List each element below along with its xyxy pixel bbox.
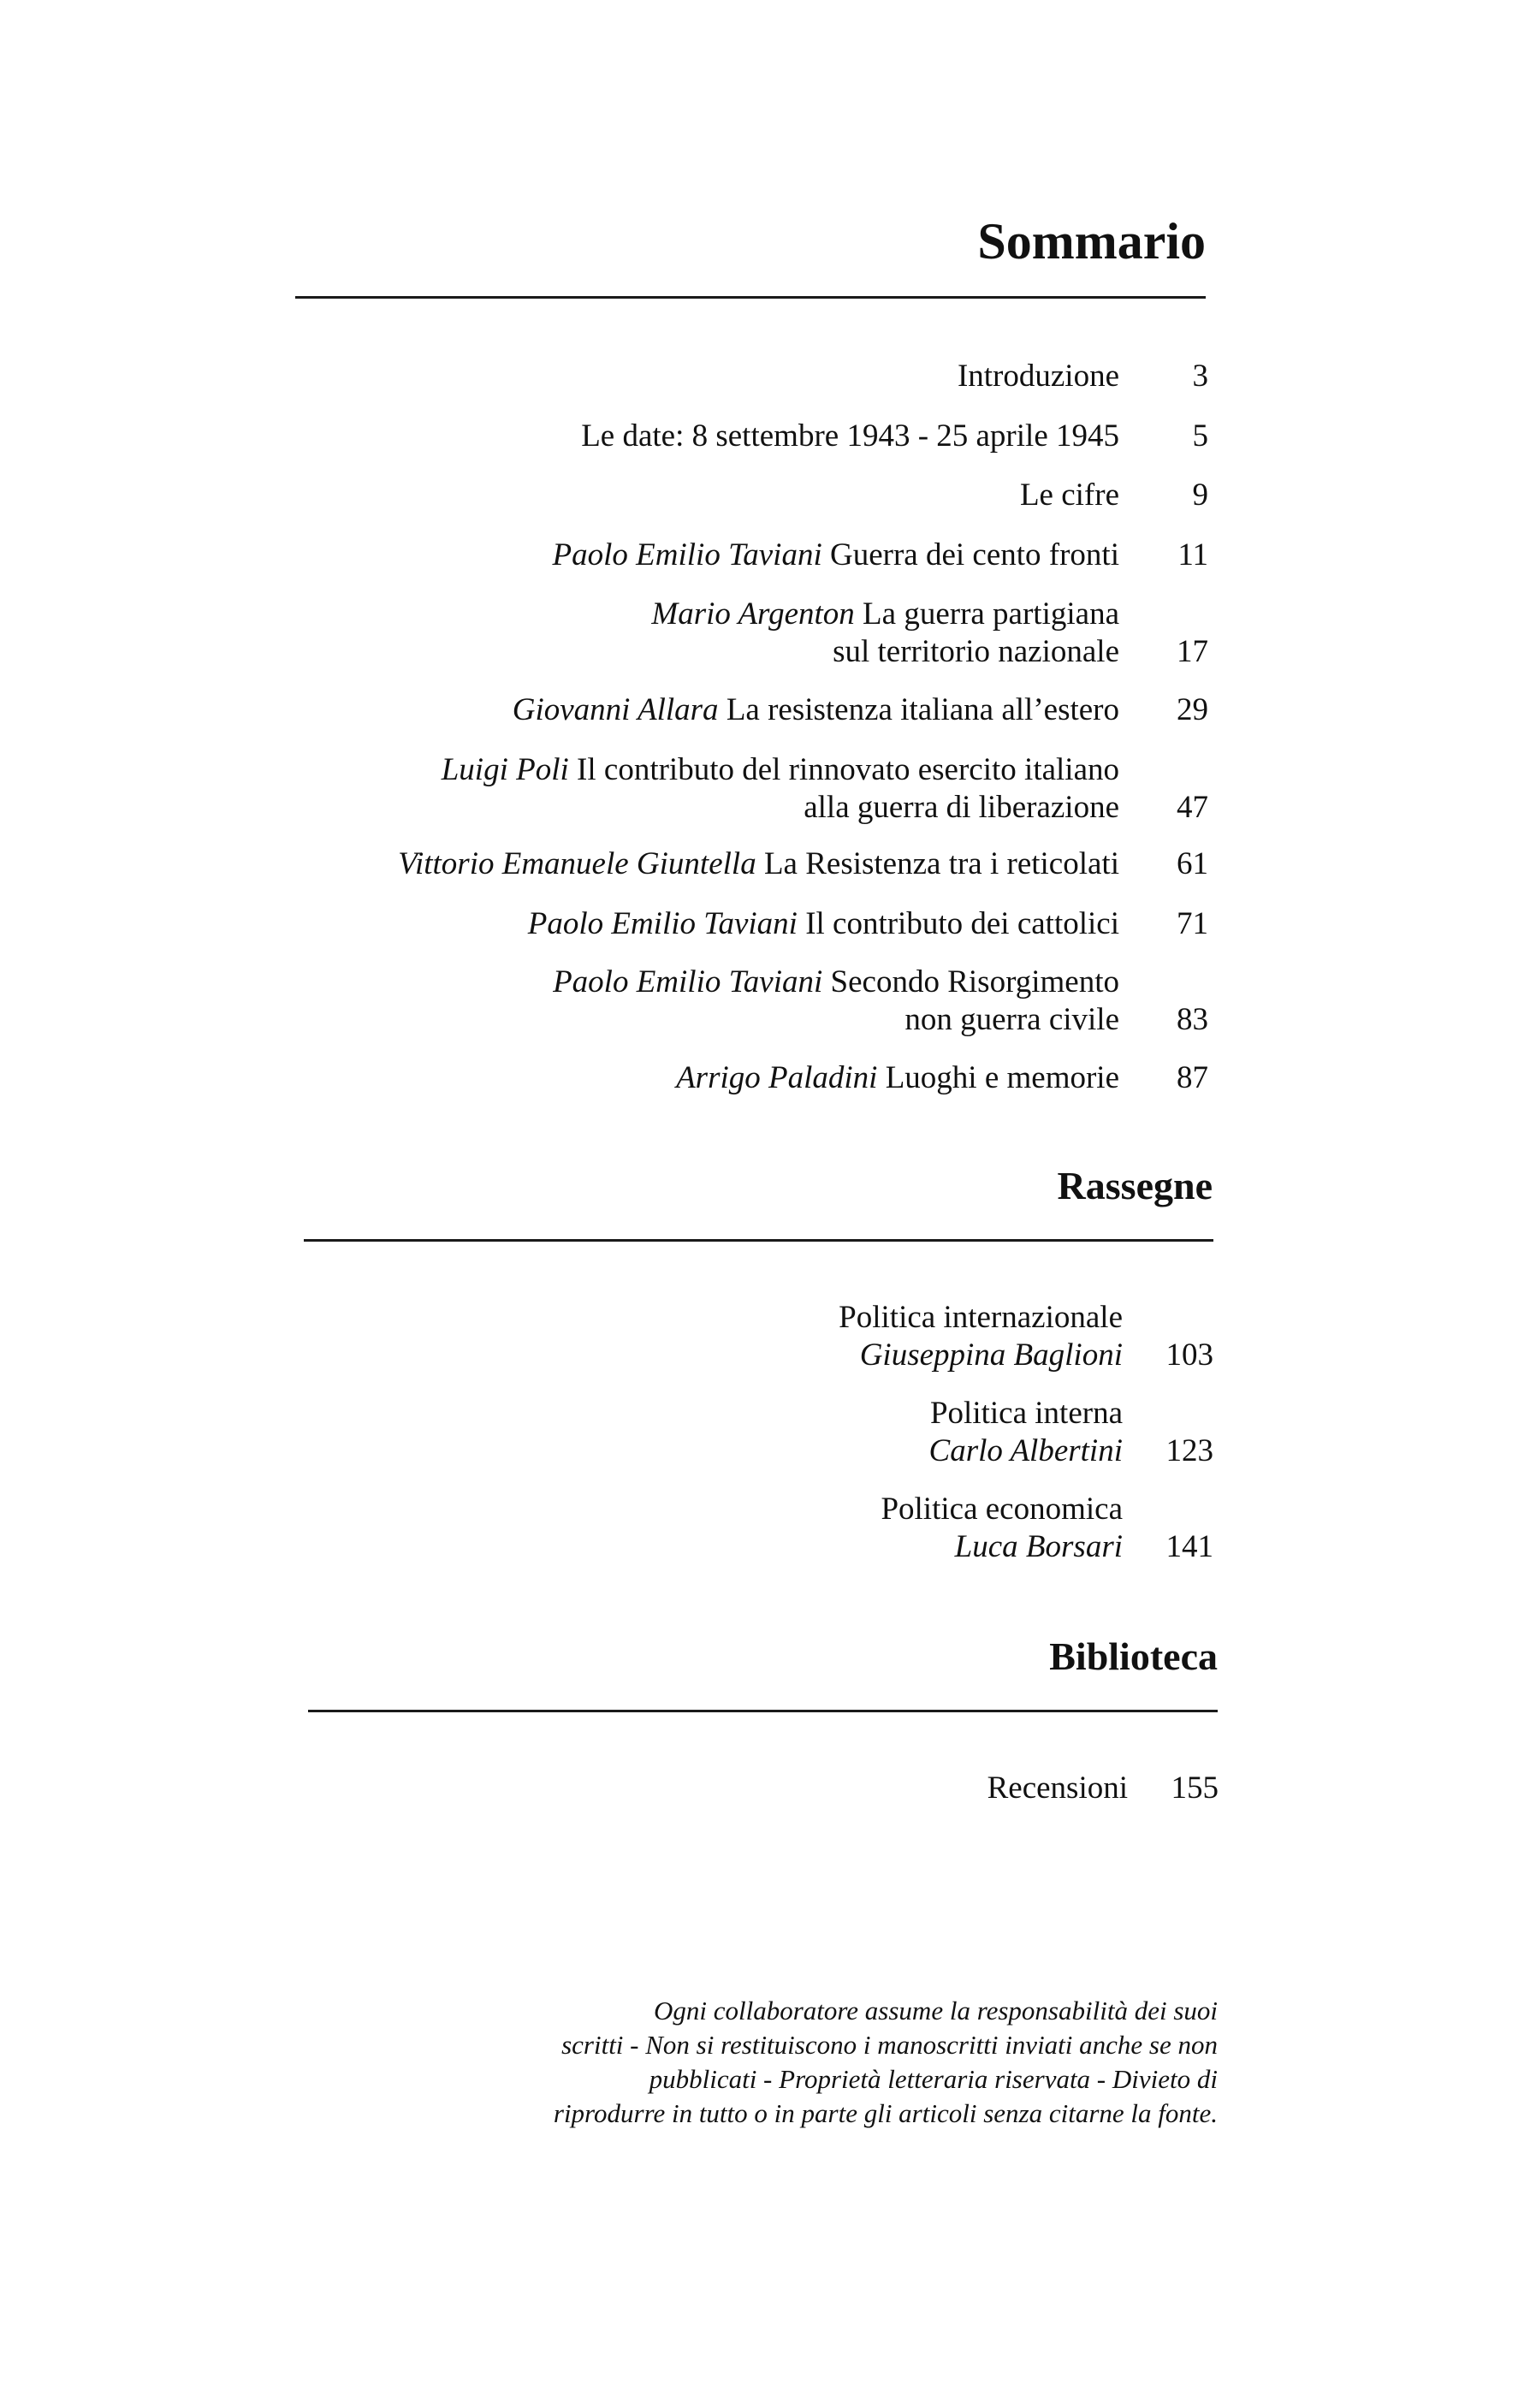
toc-entry-page: 17 <box>1177 634 1208 669</box>
section-title-sommario: Sommario <box>977 213 1206 270</box>
toc-entry-author: Luigi Poli <box>441 752 569 787</box>
toc-entry-page: 87 <box>1177 1060 1208 1095</box>
publisher-notice <box>554 1994 1218 2131</box>
rassegna-entry-title: Politica internazionale <box>839 1300 1123 1335</box>
toc-entry-title: Guerra dei cento fronti <box>830 537 1119 572</box>
toc-entry-author: Vittorio Emanuele Giuntella <box>398 846 756 881</box>
toc-entry-title: Secondo Risorgimento <box>830 964 1119 999</box>
toc-entry-title: Introduzione <box>957 359 1119 394</box>
toc-entry-page: 29 <box>1177 692 1208 727</box>
toc-entry-title: Le cifre <box>1019 477 1119 513</box>
toc-entry <box>0 905 1536 943</box>
rassegna-entry-author: Giuseppina Baglioni <box>859 1337 1123 1373</box>
toc-entry-title: Le date: 8 settembre 1943 - 25 aprile 1945 <box>581 418 1119 454</box>
toc-entry-page: 47 <box>1177 790 1208 825</box>
publisher-notice-line: scritti - Non si restituiscono i manoscritti inviati anche se non <box>561 2030 1218 2060</box>
rassegna-entry <box>0 1395 1536 1470</box>
toc-entry-title: Il contributo del rinnovato esercito italiano <box>577 752 1119 787</box>
toc-entry <box>0 358 1536 395</box>
publisher-notice-line: Ogni collaboratore assume la responsabilità dei suoi <box>653 1996 1218 2025</box>
toc-entry-title: La guerra partigiana <box>863 596 1119 632</box>
rassegna-entry <box>0 1491 1536 1566</box>
toc-entry-page: 3 <box>1192 359 1208 394</box>
rassegna-entry-author: Carlo Albertini <box>928 1433 1123 1468</box>
biblioteca-entry-page: 155 <box>1171 1770 1219 1806</box>
toc-entry-page: 11 <box>1177 537 1208 572</box>
publisher-notice-line: pubblicati - Proprietà letteraria riservata - Divieto di <box>649 2064 1218 2094</box>
toc-entry-author: Paolo Emilio Taviani <box>552 537 822 572</box>
toc-entry-author: Giovanni Allara <box>512 692 719 727</box>
toc-entry <box>0 537 1536 574</box>
toc-entry <box>0 964 1536 1039</box>
toc-entry-title: La Resistenza tra i reticolati <box>763 846 1119 881</box>
rassegna-entry-author: Luca Borsari <box>954 1529 1123 1564</box>
rassegna-entry <box>0 1299 1536 1374</box>
toc-entry-page: 71 <box>1177 906 1208 941</box>
toc-entry <box>0 418 1536 455</box>
rassegna-entry-title: Politica economica <box>881 1492 1123 1527</box>
toc-entry-author: Paolo Emilio Taviani <box>553 964 823 999</box>
toc-entry-author: Arrigo Paladini <box>676 1060 878 1095</box>
toc-entry-title: La resistenza italiana all’estero <box>726 692 1119 727</box>
section-divider-sommario <box>295 296 1206 299</box>
toc-entry-author: Paolo Emilio Taviani <box>527 906 798 941</box>
section-divider-biblioteca <box>308 1710 1218 1712</box>
section-title-biblioteca: Biblioteca <box>1049 1634 1218 1678</box>
toc-entry-page: 83 <box>1177 1002 1208 1037</box>
toc-entry-title: Luoghi e memorie <box>885 1060 1119 1095</box>
section-divider-rassegne <box>304 1239 1213 1242</box>
toc-entry-title: Il contributo dei cattolici <box>805 906 1119 941</box>
toc-entry <box>0 691 1536 729</box>
biblioteca-entry <box>0 1770 1536 1807</box>
rassegna-entry-page: 141 <box>1165 1529 1213 1564</box>
toc-entry-title-continued: non guerra civile <box>904 1002 1119 1037</box>
toc-entry <box>0 1059 1536 1097</box>
toc-entry-page: 61 <box>1177 846 1208 881</box>
toc-entry <box>0 845 1536 883</box>
toc-entry <box>0 751 1536 827</box>
toc-entry <box>0 596 1536 671</box>
section-title-rassegne: Rassegne <box>1057 1164 1213 1207</box>
toc-entry-title-continued: alla guerra di liberazione <box>804 790 1119 825</box>
rassegna-entry-page: 123 <box>1165 1433 1213 1468</box>
rassegna-entry-page: 103 <box>1165 1337 1213 1373</box>
biblioteca-entry-title: Recensioni <box>987 1770 1128 1806</box>
toc-entry-author: Mario Argenton <box>651 596 855 632</box>
publisher-notice-line: riprodurre in tutto o in parte gli articoli senza citarne la fonte. <box>553 2098 1218 2128</box>
rassegna-entry-title: Politica interna <box>929 1396 1123 1431</box>
toc-entry-page: 5 <box>1192 418 1208 454</box>
toc-entry-title-continued: sul territorio nazionale <box>833 634 1119 669</box>
toc-entry <box>0 477 1536 514</box>
toc-entry-page: 9 <box>1192 477 1208 513</box>
